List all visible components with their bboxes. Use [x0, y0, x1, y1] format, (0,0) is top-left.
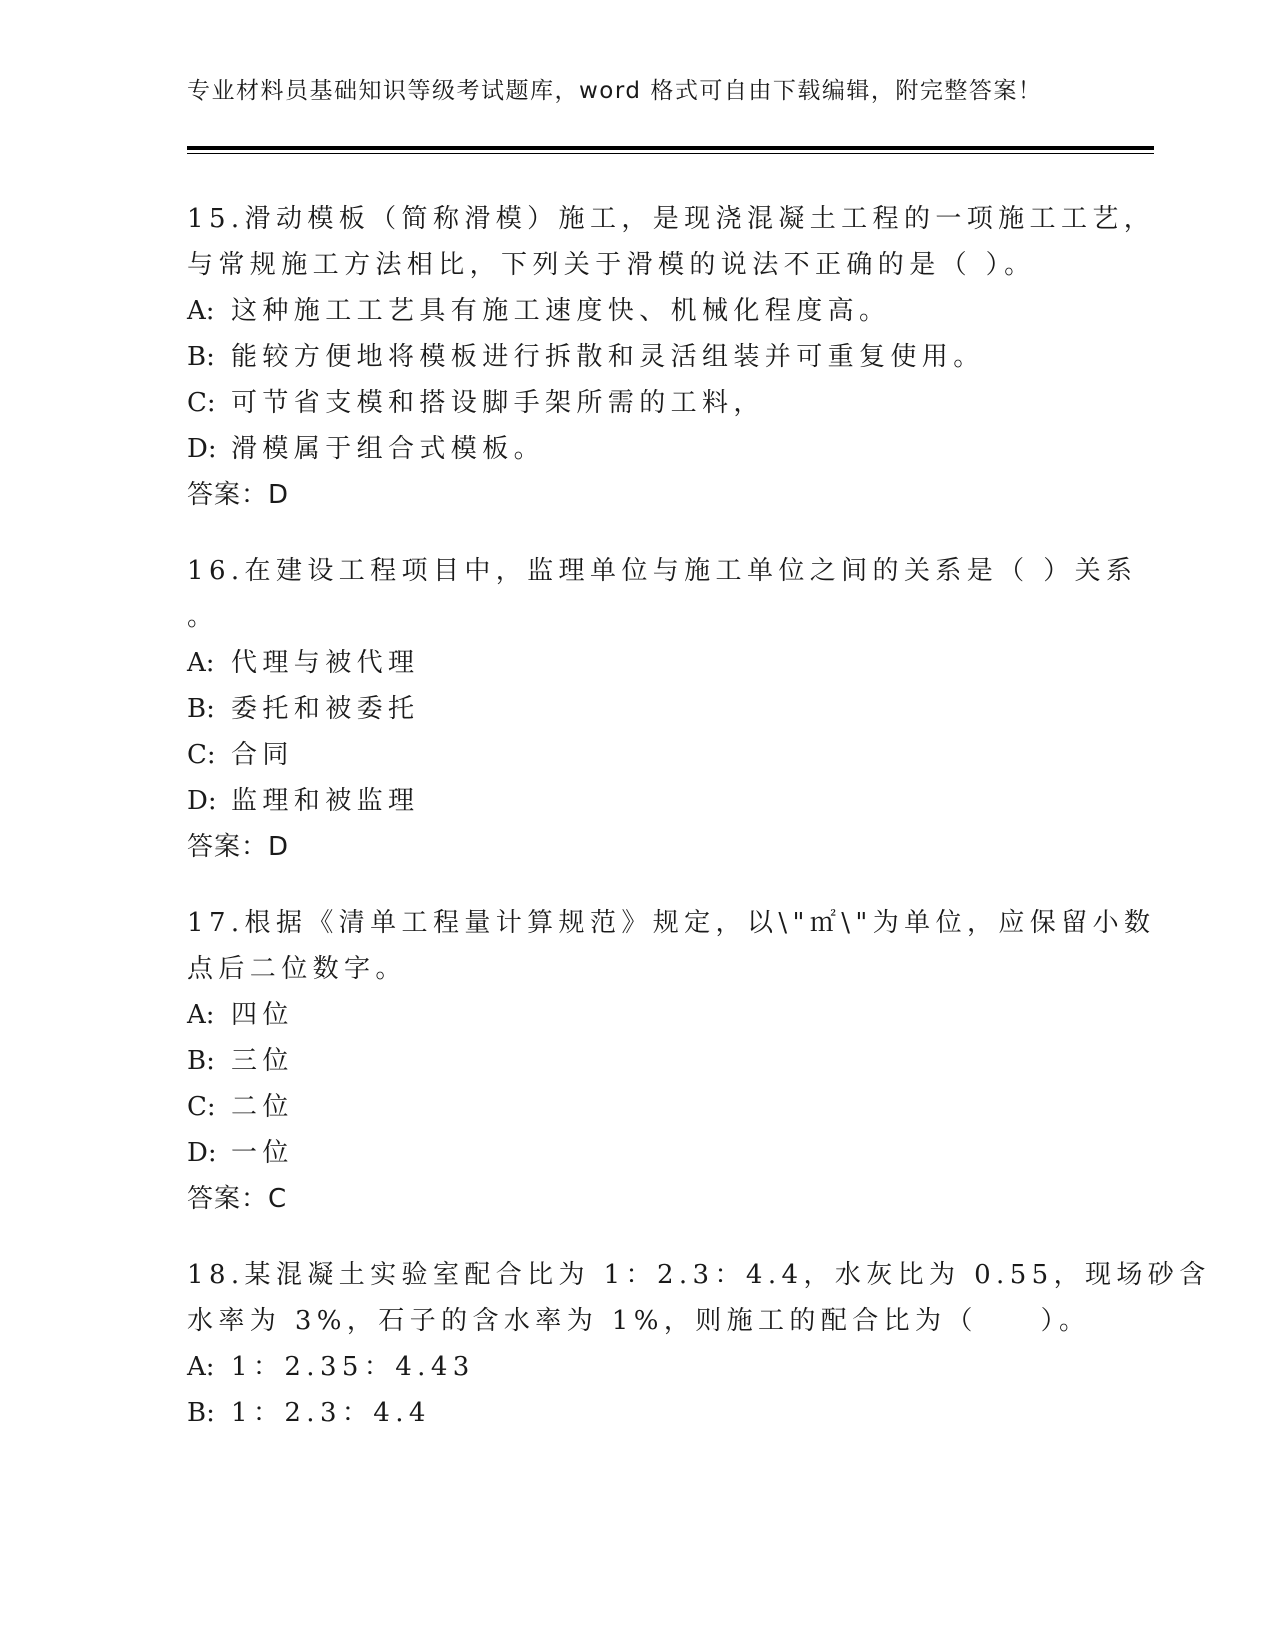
- option-text: 代理与被代理: [231, 648, 420, 678]
- question-stem-line: 15.滑动模板（简称滑模）施工，是现浇混凝土工程的一项施工工艺，: [187, 204, 1156, 234]
- option-text: 可节省支模和搭设脚手架所需的工料，: [231, 388, 765, 418]
- answer-line: 答案：C: [187, 1184, 288, 1214]
- option-key: A:: [187, 648, 215, 678]
- question-stem-line: 。: [187, 602, 219, 632]
- question-stem-line: 16.在建设工程项目中，监理单位与施工单位之间的关系是（ ）关系: [187, 556, 1138, 586]
- option-c: [187, 732, 1087, 778]
- option-key: B:: [187, 694, 215, 724]
- option-d: [187, 778, 1087, 824]
- option-b: [187, 686, 1087, 732]
- option-text: 1：2.3：4.4: [231, 1398, 431, 1428]
- option-key: D:: [187, 434, 217, 464]
- option-key: A:: [187, 1000, 215, 1030]
- option-key: A:: [187, 1352, 215, 1382]
- option-key: C:: [187, 388, 216, 418]
- option-key: D:: [187, 1138, 217, 1168]
- header-divider: [187, 146, 1154, 150]
- question-15: [187, 196, 1156, 518]
- option-c: [187, 1084, 1087, 1130]
- option-key: B:: [187, 342, 215, 372]
- option-text: 委托和被委托: [231, 694, 420, 724]
- option-text: 1：2.35：4.43: [231, 1352, 475, 1382]
- question-17: [187, 900, 1156, 1222]
- option-text: 这种施工工艺具有施工速度快、机械化程度高。: [231, 296, 891, 326]
- question-stem-line: 点后二位数字。: [187, 954, 407, 984]
- option-a: [187, 640, 1087, 686]
- option-a: [187, 288, 1087, 334]
- question-16: [187, 548, 1138, 870]
- option-key: D:: [187, 786, 217, 816]
- option-text: 二位: [231, 1092, 294, 1122]
- option-text: 四位: [231, 1000, 294, 1030]
- question-stem-line: 18.某混凝土实验室配合比为 1：2.3：4.4，水灰比为 0.55，现场砂含: [187, 1260, 1211, 1290]
- option-key: A:: [187, 296, 215, 326]
- option-text: 监理和被监理: [231, 786, 420, 816]
- option-key: C:: [187, 740, 216, 770]
- option-c: [187, 380, 1087, 426]
- answer-line: 答案：D: [187, 480, 290, 510]
- option-d: [187, 1130, 1087, 1176]
- option-text: 一位: [231, 1138, 294, 1168]
- option-key: B:: [187, 1046, 215, 1076]
- option-text: 能较方便地将模板进行拆散和灵活组装并可重复使用。: [231, 342, 985, 372]
- question-18: [187, 1252, 1211, 1436]
- option-text: 三位: [231, 1046, 294, 1076]
- option-a: [187, 1344, 1087, 1390]
- option-key: C:: [187, 1092, 216, 1122]
- option-d: [187, 426, 1087, 472]
- option-text: 滑模属于组合式模板。: [231, 434, 546, 464]
- option-b: [187, 334, 1087, 380]
- option-text: 合同: [231, 740, 294, 770]
- option-key: B:: [187, 1398, 215, 1428]
- option-b: [187, 1390, 1087, 1436]
- question-stem-line: 与常规施工方法相比，下列关于滑模的说法不正确的是（ ）。: [187, 250, 1036, 280]
- option-b: [187, 1038, 1087, 1084]
- question-stem-line: 水率为 3%，石子的含水率为 1%，则施工的配合比为（ ）。: [187, 1306, 1091, 1336]
- question-stem-line: 17.根据《清单工程量计算规范》规定，以\"㎡\"为单位，应保留小数: [187, 908, 1156, 938]
- answer-line: 答案：D: [187, 832, 290, 862]
- document-header: 专业材料员基础知识等级考试题库，word 格式可自由下载编辑，附完整答案！: [187, 78, 1043, 104]
- option-a: [187, 992, 1087, 1038]
